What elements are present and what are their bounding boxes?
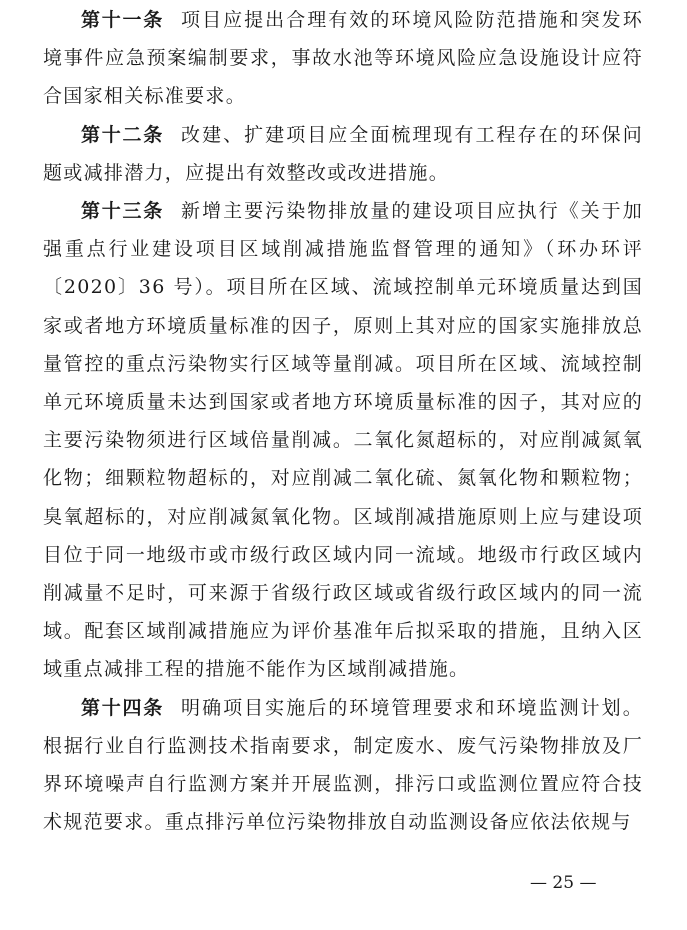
article-11-number: 第十一条 xyxy=(81,9,164,31)
article-14 xyxy=(43,689,643,842)
article-14-text: 明确项目实施后的环境管理要求和环境监测计划。根据行业自行监测技术指南要求，制定废水、废气污染物排放及厂界环境噪声自行监测方案并开展监测，排污口或监测位置应符合技术规范要求。重点排污单位污染物排放自动监测设备应依法依规与 xyxy=(43,696,643,834)
article-13-number: 第十三条 xyxy=(81,200,164,223)
article-11 xyxy=(43,1,643,116)
article-13 xyxy=(43,192,643,689)
article-11-text: 项目应提出合理有效的环境风险防范措施和突发环境事件应急预案编制要求，事故水池等环境风险应急设施设计应符合国家相关标准要求。 xyxy=(43,9,643,108)
article-12-number: 第十二条 xyxy=(81,123,164,146)
page-number: — 25 — xyxy=(530,873,597,893)
article-12-text: 改建、扩建项目应全面梳理现有工程存在的环保问题或减排潜力，应提出有效整改或改进措施。 xyxy=(43,123,643,184)
article-12 xyxy=(43,116,643,192)
document-page xyxy=(43,0,643,930)
article-14-number: 第十四条 xyxy=(81,696,164,719)
article-13-text: 新增主要污染物排放量的建设项目应执行《关于加强重点行业建设项目区域削减措施监督管理的通知》（环办环评〔2020〕36 号）。项目所在区域、流域控制单元环境质量达到国家或者地方环境质量标准的因子，原则上其对应的国家实施排放总量管控的重点污染物实行区域等量削减。项目所在区域、流域控制单元环境质量未达到国家或者地方环境质量标准的因子，其对应的主要污染物须进行区域倍量削减。二氧化氮超标的，对应削减氮氧化物；细颗粒物超标的，对应削减二氧化硫、氮氧化物和颗粒物；臭氧超标的，对应削减氮氧化物。区域削减措施原则上应与建设项目位于同一地级市或市级行政区域内同一流域。地级市行政区域内削减量不足时，可来源于省级行政区域或省级行政区域内的同一流域。配套区域削减措施应为评价基准年后拟采取的措施，且纳入区域重点减排工程的措施不能作为区域削减措施。 xyxy=(43,200,643,681)
